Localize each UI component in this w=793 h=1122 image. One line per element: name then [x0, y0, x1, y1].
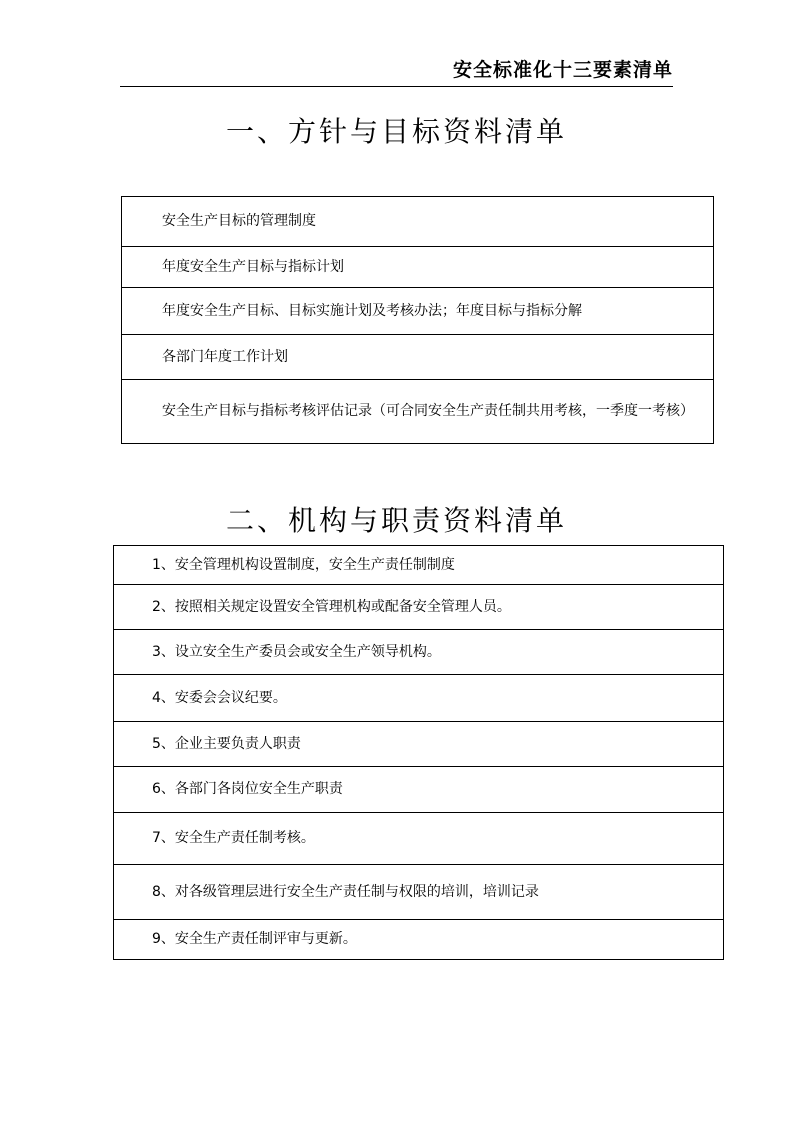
table-cell: 4、安委会会议纪要。 — [114, 675, 724, 722]
table-cell: 年度安全生产目标与指标计划 — [122, 247, 714, 288]
page-header — [120, 54, 673, 87]
document-header-title: 安全标准化十三要素清单 — [452, 59, 673, 81]
table-row — [114, 675, 724, 722]
table-cell: 8、对各级管理层进行安全生产责任制与权限的培训，培训记录 — [114, 865, 724, 920]
table-row — [114, 767, 724, 813]
policy-objectives-table — [121, 196, 714, 444]
table-cell: 安全生产目标与指标考核评估记录（可合同安全生产责任制共用考核，一季度一考核） — [122, 380, 714, 444]
table-row — [122, 380, 714, 444]
table-cell: 安全生产目标的管理制度 — [122, 197, 714, 247]
section-title-policy-objectives: 一、方针与目标资料清单 — [225, 115, 567, 148]
table-cell: 1、安全管理机构设置制度，安全生产责任制制度 — [114, 546, 724, 585]
table-cell: 6、各部门各岗位安全生产职责 — [114, 767, 724, 813]
table-cell: 各部门年度工作计划 — [122, 335, 714, 380]
table-row — [122, 247, 714, 288]
table-row — [114, 813, 724, 865]
table-cell: 7、安全生产责任制考核。 — [114, 813, 724, 865]
table-row — [114, 722, 724, 767]
table-row — [114, 585, 724, 630]
table-row — [122, 197, 714, 247]
table-row — [122, 335, 714, 380]
table-row — [122, 288, 714, 335]
table-row — [114, 920, 724, 960]
table-row — [114, 865, 724, 920]
section-title-organization-duties: 二、机构与职责资料清单 — [225, 504, 567, 537]
table-row — [114, 546, 724, 585]
table-cell: 9、安全生产责任制评审与更新。 — [114, 920, 724, 960]
table-row — [114, 630, 724, 675]
table-cell: 2、按照相关规定设置安全管理机构或配备安全管理人员。 — [114, 585, 724, 630]
table-cell: 5、企业主要负责人职责 — [114, 722, 724, 767]
table-cell: 年度安全生产目标、目标实施计划及考核办法；年度目标与指标分解 — [122, 288, 714, 335]
table-cell: 3、设立安全生产委员会或安全生产领导机构。 — [114, 630, 724, 675]
organization-duties-table — [113, 545, 724, 960]
